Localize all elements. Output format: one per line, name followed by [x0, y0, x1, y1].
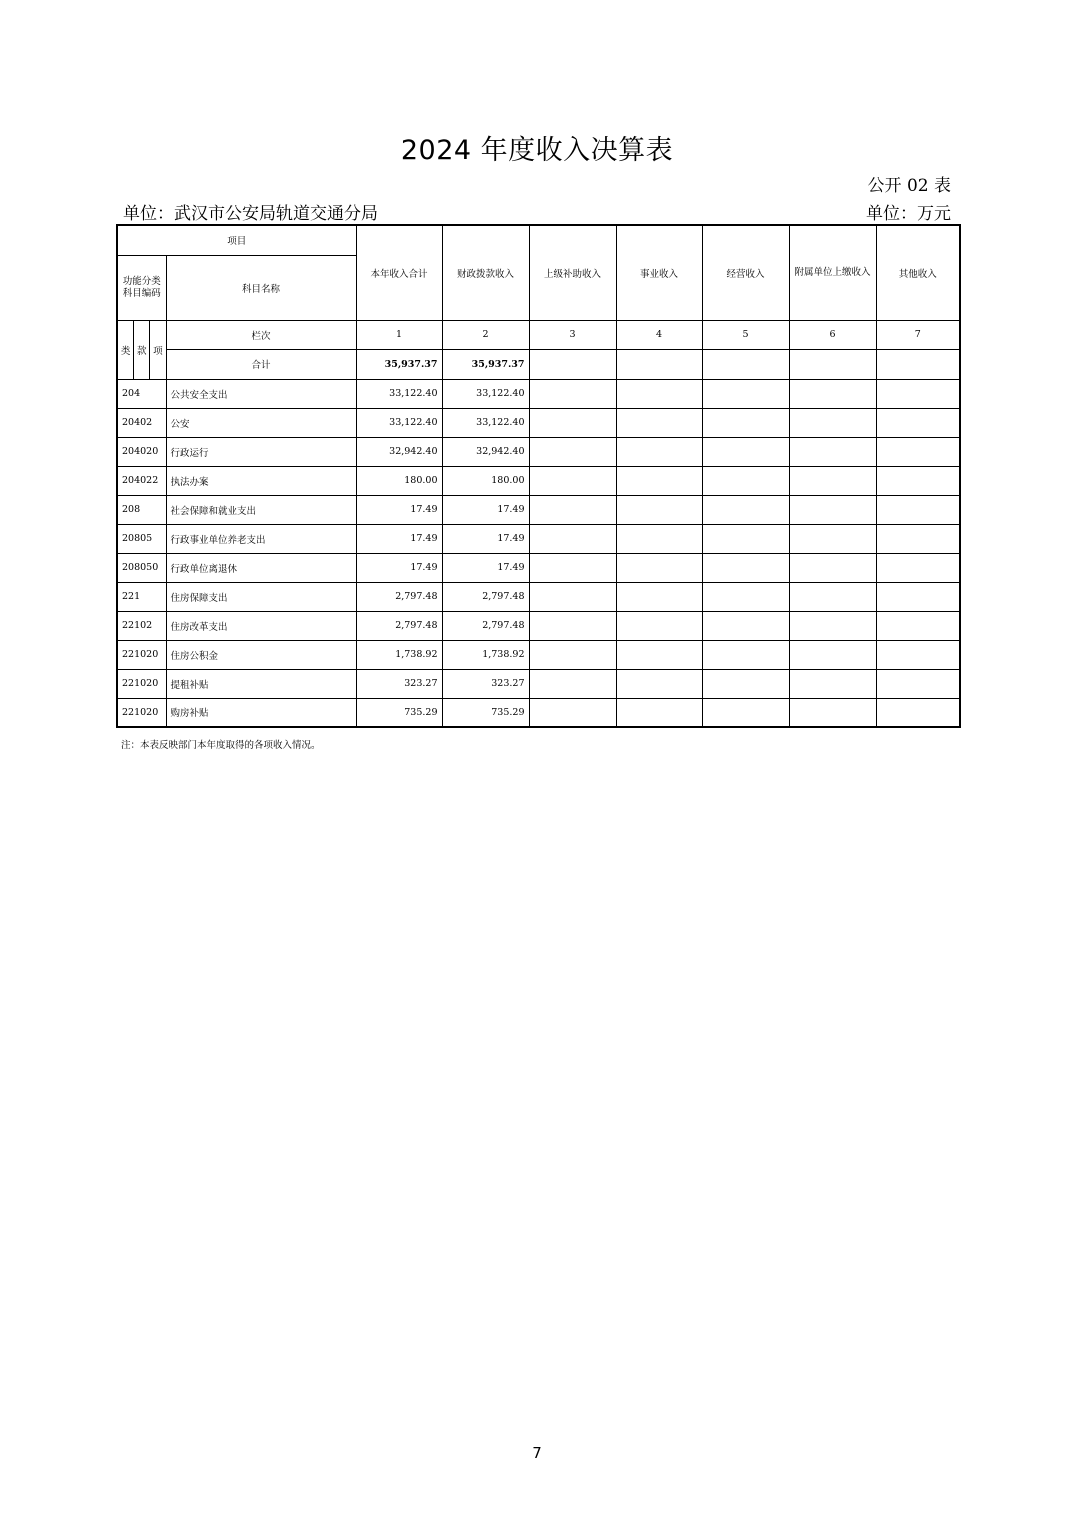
row-value-1: 2,797.48 — [356, 582, 442, 611]
row-value-3 — [529, 669, 616, 698]
row-value-2: 17.49 — [442, 495, 529, 524]
header-col-3: 上级补助收入 — [529, 225, 616, 320]
row-value-4 — [616, 466, 702, 495]
row-code: 22102 — [117, 611, 166, 640]
row-value-3 — [529, 466, 616, 495]
row-value-3 — [529, 495, 616, 524]
row-value-5 — [702, 669, 789, 698]
row-value-5 — [702, 553, 789, 582]
row-value-1: 323.27 — [356, 669, 442, 698]
row-value-6 — [789, 611, 876, 640]
table-row — [117, 495, 960, 524]
col-num-1: 1 — [356, 320, 442, 350]
header-row-lanci — [117, 320, 960, 350]
row-value-6 — [789, 582, 876, 611]
total-row — [117, 350, 960, 380]
header-lanci: 栏次 — [166, 320, 356, 350]
row-value-4 — [616, 379, 702, 408]
unit-organization: 单位：武汉市公安局轨道交通分局 — [123, 204, 378, 224]
total-value-6 — [789, 350, 876, 380]
row-value-6 — [789, 698, 876, 727]
total-value-3 — [529, 350, 616, 380]
row-value-2: 2,797.48 — [442, 582, 529, 611]
row-value-1: 2,797.48 — [356, 611, 442, 640]
row-value-7 — [876, 437, 960, 466]
row-value-4 — [616, 408, 702, 437]
row-name: 住房保障支出 — [166, 582, 356, 611]
row-code: 204020 — [117, 437, 166, 466]
row-value-2: 17.49 — [442, 524, 529, 553]
row-value-7 — [876, 495, 960, 524]
table-row — [117, 611, 960, 640]
total-value-7 — [876, 350, 960, 380]
total-value-1: 35,937.37 — [356, 350, 442, 380]
table-row — [117, 524, 960, 553]
row-value-5 — [702, 408, 789, 437]
row-value-2: 1,738.92 — [442, 640, 529, 669]
row-value-4 — [616, 698, 702, 727]
row-value-6 — [789, 640, 876, 669]
header-code: 功能分类科目编码 — [117, 255, 166, 320]
row-value-3 — [529, 611, 616, 640]
col-num-6: 6 — [789, 320, 876, 350]
row-value-1: 17.49 — [356, 524, 442, 553]
row-value-1: 17.49 — [356, 495, 442, 524]
row-value-7 — [876, 466, 960, 495]
row-value-7 — [876, 669, 960, 698]
total-value-5 — [702, 350, 789, 380]
table-row — [117, 698, 960, 727]
row-value-3 — [529, 437, 616, 466]
row-value-7 — [876, 524, 960, 553]
header-col-4: 事业收入 — [616, 225, 702, 320]
total-value-2: 35,937.37 — [442, 350, 529, 380]
page-title: 2024 年度收入决算表 — [400, 135, 674, 166]
row-value-6 — [789, 524, 876, 553]
table-row — [117, 640, 960, 669]
row-name: 购房补贴 — [166, 698, 356, 727]
unit-currency: 单位：万元 — [866, 204, 951, 224]
row-name: 住房公积金 — [166, 640, 356, 669]
col-num-5: 5 — [702, 320, 789, 350]
row-value-3 — [529, 640, 616, 669]
row-value-5 — [702, 611, 789, 640]
row-value-2: 323.27 — [442, 669, 529, 698]
row-value-1: 180.00 — [356, 466, 442, 495]
table-row — [117, 437, 960, 466]
row-name: 行政单位离退休 — [166, 553, 356, 582]
row-value-3 — [529, 553, 616, 582]
row-value-5 — [702, 379, 789, 408]
header-col-1: 本年收入合计 — [356, 225, 442, 320]
income-table — [116, 224, 961, 728]
row-value-6 — [789, 437, 876, 466]
table-note: 注：本表反映部门本年度取得的各项收入情况。 — [121, 740, 321, 751]
row-value-7 — [876, 408, 960, 437]
row-value-5 — [702, 698, 789, 727]
row-code: 20402 — [117, 408, 166, 437]
row-value-1: 17.49 — [356, 553, 442, 582]
header-kuan: 款 — [134, 321, 150, 379]
total-label: 合计 — [166, 350, 356, 380]
col-num-7: 7 — [876, 320, 960, 350]
row-value-4 — [616, 495, 702, 524]
row-value-2: 2,797.48 — [442, 611, 529, 640]
row-value-1: 33,122.40 — [356, 379, 442, 408]
header-col-7: 其他收入 — [876, 225, 960, 320]
row-value-4 — [616, 640, 702, 669]
row-code: 221020 — [117, 669, 166, 698]
table-row — [117, 582, 960, 611]
row-code: 204 — [117, 379, 166, 408]
table-row — [117, 379, 960, 408]
row-value-4 — [616, 611, 702, 640]
row-value-4 — [616, 524, 702, 553]
row-name: 行政运行 — [166, 437, 356, 466]
row-value-5 — [702, 495, 789, 524]
row-value-1: 735.29 — [356, 698, 442, 727]
row-value-7 — [876, 582, 960, 611]
header-lei: 类 — [118, 321, 134, 379]
row-value-6 — [789, 669, 876, 698]
row-code: 204022 — [117, 466, 166, 495]
row-value-7 — [876, 698, 960, 727]
row-value-3 — [529, 379, 616, 408]
row-code: 221020 — [117, 640, 166, 669]
row-value-3 — [529, 408, 616, 437]
row-value-1: 32,942.40 — [356, 437, 442, 466]
row-value-5 — [702, 640, 789, 669]
row-code: 221 — [117, 582, 166, 611]
col-num-2: 2 — [442, 320, 529, 350]
row-value-1: 1,738.92 — [356, 640, 442, 669]
row-code: 20805 — [117, 524, 166, 553]
row-code: 208050 — [117, 553, 166, 582]
row-code: 208 — [117, 495, 166, 524]
row-name: 社会保障和就业支出 — [166, 495, 356, 524]
row-value-2: 33,122.40 — [442, 408, 529, 437]
row-name: 公安 — [166, 408, 356, 437]
header-project: 项目 — [117, 225, 356, 255]
total-value-4 — [616, 350, 702, 380]
header-xiang: 项 — [153, 345, 163, 357]
row-value-6 — [789, 495, 876, 524]
row-name: 住房改革支出 — [166, 611, 356, 640]
row-value-3 — [529, 698, 616, 727]
row-code: 221020 — [117, 698, 166, 727]
table-row — [117, 408, 960, 437]
row-value-4 — [616, 437, 702, 466]
row-value-5 — [702, 437, 789, 466]
row-value-6 — [789, 466, 876, 495]
row-value-7 — [876, 611, 960, 640]
header-col-5: 经营收入 — [702, 225, 789, 320]
row-value-3 — [529, 524, 616, 553]
row-value-4 — [616, 553, 702, 582]
row-name: 执法办案 — [166, 466, 356, 495]
row-value-5 — [702, 466, 789, 495]
row-value-5 — [702, 582, 789, 611]
row-value-6 — [789, 379, 876, 408]
header-col-2: 财政拨款收入 — [442, 225, 529, 320]
row-value-2: 735.29 — [442, 698, 529, 727]
row-value-3 — [529, 582, 616, 611]
row-value-2: 33,122.40 — [442, 379, 529, 408]
row-value-2: 32,942.40 — [442, 437, 529, 466]
table-row — [117, 553, 960, 582]
col-num-3: 3 — [529, 320, 616, 350]
row-value-4 — [616, 582, 702, 611]
header-col-6: 附属单位上缴收入 — [789, 225, 876, 320]
row-value-6 — [789, 408, 876, 437]
row-name: 提租补贴 — [166, 669, 356, 698]
row-value-7 — [876, 553, 960, 582]
row-value-1: 33,122.40 — [356, 408, 442, 437]
row-value-7 — [876, 379, 960, 408]
col-num-4: 4 — [616, 320, 702, 350]
row-value-2: 180.00 — [442, 466, 529, 495]
table-row — [117, 466, 960, 495]
header-row-project — [117, 225, 960, 255]
row-value-4 — [616, 669, 702, 698]
row-value-5 — [702, 524, 789, 553]
row-value-6 — [789, 553, 876, 582]
row-value-7 — [876, 640, 960, 669]
row-name: 行政事业单位养老支出 — [166, 524, 356, 553]
row-value-2: 17.49 — [442, 553, 529, 582]
row-name: 公共安全支出 — [166, 379, 356, 408]
form-number: 公开 02 表 — [867, 176, 951, 196]
table-row — [117, 669, 960, 698]
header-name: 科目名称 — [166, 255, 356, 320]
header-lei-kuan-xiang — [117, 320, 166, 379]
page-number: 7 — [532, 1444, 542, 1462]
